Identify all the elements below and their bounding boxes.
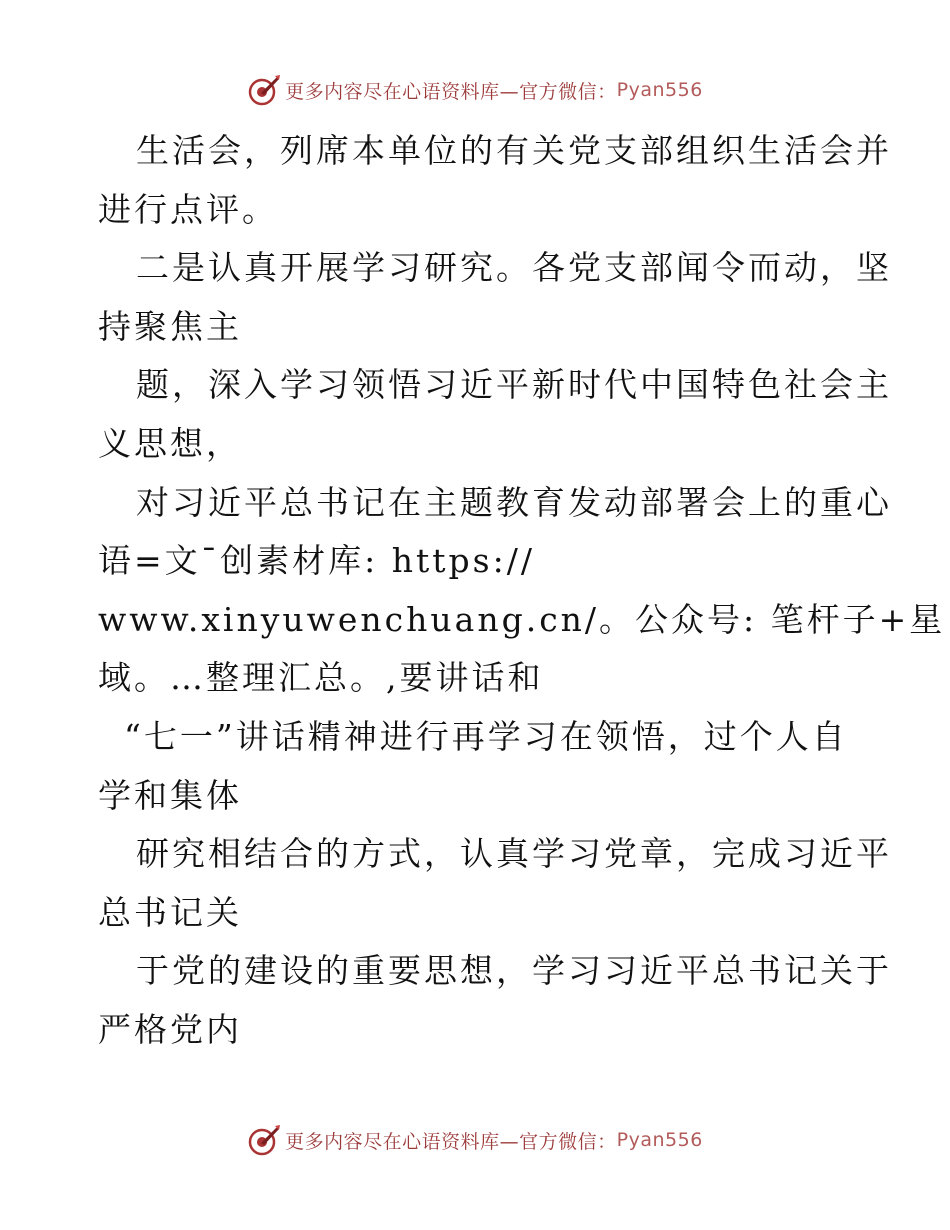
text-line: 持聚焦主 <box>98 306 242 346</box>
header-banner <box>0 70 950 110</box>
text-line: 义思想， <box>98 423 242 463</box>
text-line: 于党的建设的重要思想，学习习近平总书记关于 <box>136 951 892 991</box>
text-line: 二是认真开展学习研究。各党支部闻令而动，坚 <box>136 248 892 288</box>
text-line: “七一”讲话精神进行再学习在领悟，过个人自 <box>124 716 848 756</box>
quill-pen-logo-icon <box>247 1123 281 1157</box>
quill-pen-logo-icon <box>247 73 281 107</box>
text-line: 域。…整理汇总。,要讲话和 <box>98 658 544 698</box>
header-wechat-id: Pyan556 <box>616 79 703 101</box>
footer-banner <box>0 1120 950 1160</box>
footer-banner-text: 更多内容尽在心语资料库—官方微信： <box>285 1130 617 1153</box>
document-body <box>98 122 946 1060</box>
text-line: 总书记关 <box>98 892 242 932</box>
text-line: 题，深入学习领悟习近平新时代中国特色社会主 <box>136 365 892 405</box>
text-line: 严格党内 <box>98 1009 242 1049</box>
text-line: 语=文¯创素材库: https:// <box>98 541 535 581</box>
text-line: 对习近平总书记在主题教育发动部署会上的重心 <box>136 482 892 522</box>
text-line: 学和集体 <box>98 775 242 815</box>
text-line: 研究相结合的方式，认真学习党章，完成习近平 <box>136 834 892 874</box>
text-line: 进行点评。 <box>98 189 278 229</box>
text-line: 生活会，列席本单位的有关党支部组织生活会并 <box>136 131 892 170</box>
header-banner-text: 更多内容尽在心语资料库—官方微信： <box>285 80 617 103</box>
text-line: www.xinyuwenchuang.cn/。公众号: 笔杆子+星 <box>98 599 946 639</box>
footer-wechat-id: Pyan556 <box>616 1129 703 1151</box>
